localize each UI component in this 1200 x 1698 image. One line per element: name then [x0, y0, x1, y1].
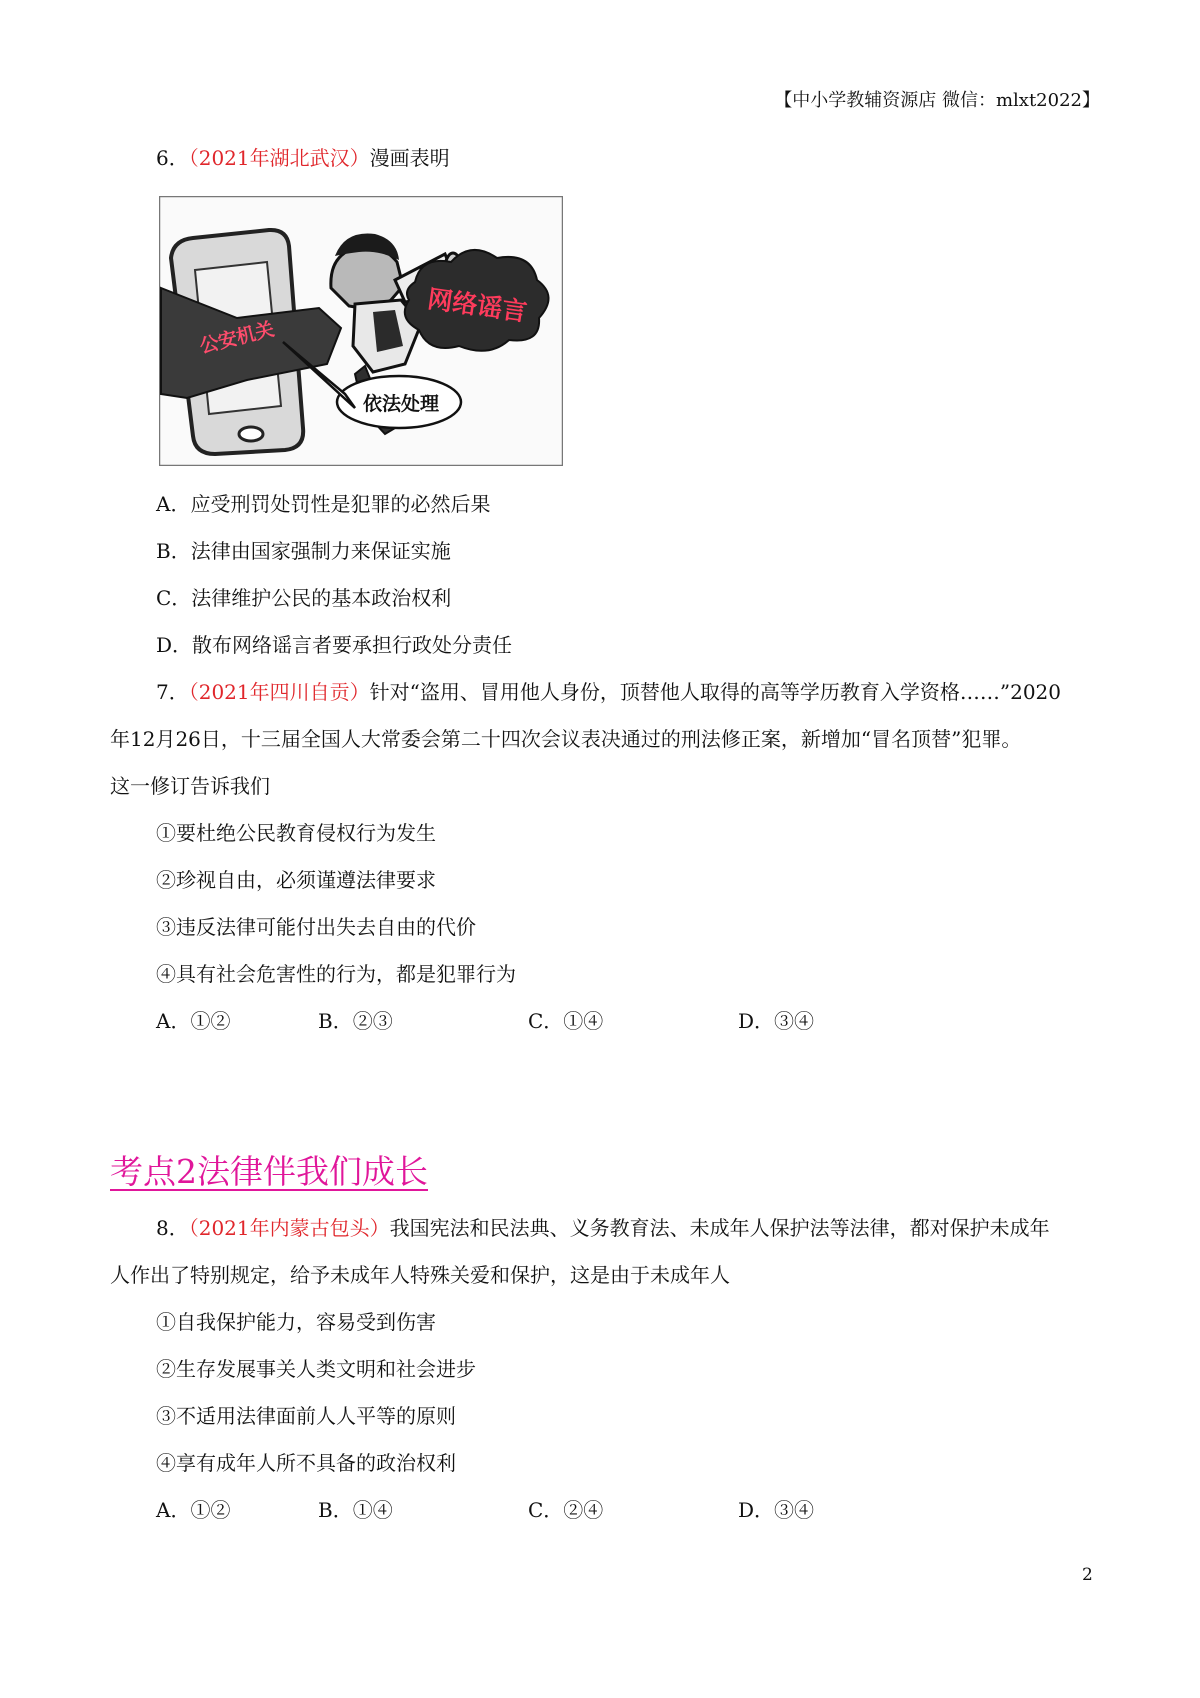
question-8-stem: [156, 1212, 1050, 1241]
statement-1: ①自我保护能力，容易受到伤害: [156, 1310, 436, 1334]
question-7-stem: [156, 676, 1061, 705]
question-7-stem-line2: 年12月26日，十三届全国人大常委会第二十四次会议表决通过的刑法修正案，新增加“冒名顶替”犯罪。: [110, 727, 1022, 751]
question-number: 7．: [156, 680, 189, 704]
choice-b: B．①④: [318, 1498, 393, 1522]
question-7-stem-line3: 这一修订告诉我们: [110, 774, 270, 798]
question-source: （2021年湖北武汉）: [188, 146, 370, 170]
statement-4: ④享有成年人所不具备的政治权利: [156, 1451, 456, 1475]
choice-c: C．①④: [528, 1009, 604, 1033]
comic-label-police: 公安机关: [197, 318, 277, 358]
question-6-stem: [156, 142, 450, 171]
question-number: 8．: [156, 1216, 189, 1240]
question-text: 针对“盗用、冒用他人身份，顶替他人取得的高等学历教育入学资格……”2020: [369, 680, 1061, 704]
comic-image: [159, 196, 563, 466]
choice-a: A．①②: [156, 1009, 231, 1033]
page-number: 2: [1082, 1565, 1093, 1585]
comic-label-rumor: 网络谣言: [425, 284, 529, 327]
option-a: A．应受刑罚处罚性是犯罪的必然后果: [156, 492, 491, 516]
choice-d: D．③④: [738, 1498, 815, 1522]
choice-a: A．①②: [156, 1498, 231, 1522]
section-title: 考点2法律伴我们成长: [110, 1152, 428, 1191]
option-d: D．散布网络谣言者要承担行政处分责任: [156, 633, 513, 657]
question-text: 我国宪法和民法典、义务教育法、未成年人保护法等法律，都对保护未成年: [389, 1216, 1050, 1240]
choice-c: C．②④: [528, 1498, 604, 1522]
question-number: 6．: [156, 146, 189, 170]
choice-b: B．②③: [318, 1009, 393, 1033]
page-header: 【中小学教辅资源店 微信：mlxt2022】: [774, 90, 1100, 111]
question-source: （2021年四川自贡）: [188, 680, 370, 704]
question-text: 漫画表明: [369, 146, 450, 170]
statement-2: ②珍视自由，必须谨遵法律要求: [156, 868, 436, 892]
comic-label-law: 依法处理: [362, 393, 440, 415]
option-c: C．法律维护公民的基本政治权利: [156, 586, 452, 610]
statement-3: ③不适用法律面前人人平等的原则: [156, 1404, 456, 1428]
statement-3: ③违反法律可能付出失去自由的代价: [156, 915, 476, 939]
statement-1: ①要杜绝公民教育侵权行为发生: [156, 821, 436, 845]
option-b: B．法律由国家强制力来保证实施: [156, 539, 451, 563]
statement-2: ②生存发展事关人类文明和社会进步: [156, 1357, 476, 1381]
question-source: （2021年内蒙古包头）: [188, 1216, 390, 1240]
question-8-stem-line2: 人作出了特别规定，给予未成年人特殊关爱和保护，这是由于未成年人: [110, 1263, 730, 1287]
statement-4: ④具有社会危害性的行为，都是犯罪行为: [156, 962, 516, 986]
choice-d: D．③④: [738, 1009, 815, 1033]
